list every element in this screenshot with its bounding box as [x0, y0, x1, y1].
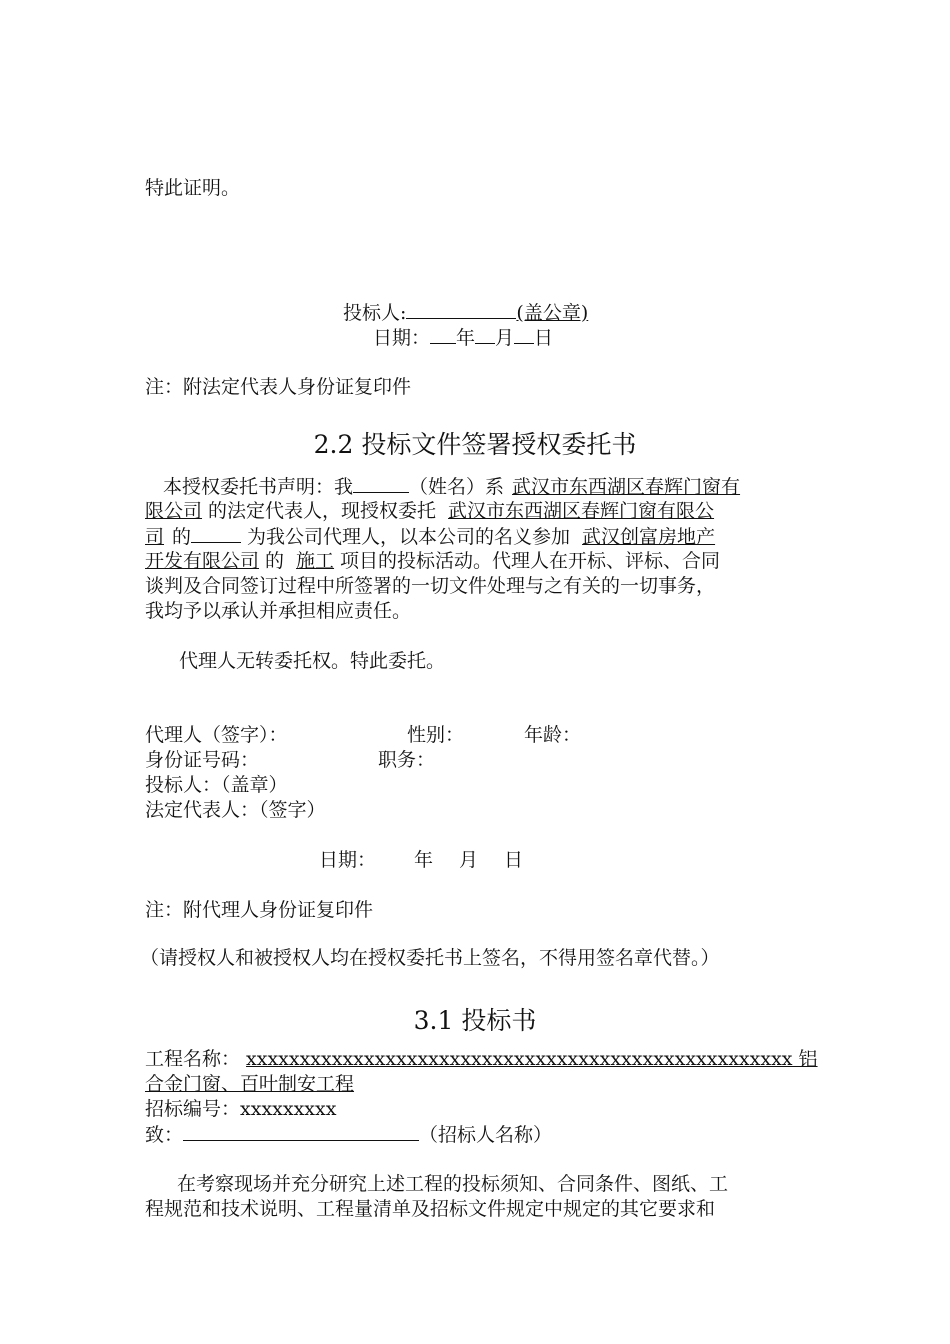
- company-name-part1: 武汉市东西湖区春辉门窗有: [512, 476, 741, 498]
- auth-p1-line5: 谈判及合同签订过程中所签署的一切文件处理与之有关的一切事务，: [145, 575, 716, 597]
- agent-sign-line: [145, 723, 288, 747]
- legal-rep-label: 法定代表人：（签字）: [145, 799, 326, 821]
- seal-label: (盖公章): [516, 302, 589, 324]
- tenderee-suffix: （招标人名称）: [419, 1124, 553, 1146]
- cert-note: 注：附法定代表人身份证复印件: [145, 376, 412, 398]
- agent-company-part2: 司: [145, 526, 165, 548]
- bid-body-line2: 程规范和技术说明、工程量清单及招标文件规定中规定的其它要求和: [145, 1198, 716, 1220]
- tenderee-blank: [183, 1122, 419, 1141]
- id-number-label: 身份证号码：: [145, 749, 260, 771]
- day-label: 日: [534, 327, 554, 349]
- auth-date-line: [319, 848, 523, 872]
- auth-p1-line6: 我均予以承认并承担相应责任。: [145, 600, 412, 622]
- project-name-part1: xxxxxxxxxxxxxxxxxxxxxxxxxxxxxxxxxxxxxxxxxxxxxxxxxxx 铝: [246, 1048, 818, 1070]
- auth-p1-line3: [145, 524, 715, 549]
- project-name-line1: [145, 1047, 818, 1071]
- name-blank: [353, 474, 409, 493]
- to-label: 致：: [145, 1124, 184, 1146]
- auth-p1-line4: [145, 549, 720, 573]
- bid-title: 3.1 投标书: [413, 1006, 537, 1035]
- auth-text-d: 的: [172, 526, 192, 548]
- month-label: 月: [495, 327, 515, 349]
- tender-no-line: [145, 1097, 336, 1121]
- auth-title: 2.2 投标文件签署授权委托书: [313, 430, 637, 459]
- project-label: 工程名称：: [145, 1048, 241, 1070]
- year-blank: [430, 325, 456, 344]
- agent-company-part1: 武汉市东西湖区春辉门窗有限公: [448, 500, 715, 522]
- auth-remark: （请授权人和被授权人均在授权委托书上签名，不得用签名章代替。）: [140, 947, 720, 969]
- cert-date-line: [373, 325, 553, 350]
- age-label: 年龄：: [524, 724, 582, 746]
- auth-day: 日: [504, 849, 524, 871]
- tender-no-value: xxxxxxxxx: [240, 1098, 337, 1120]
- gender-label: 性别：: [407, 724, 465, 746]
- bidder-seal-label: 投标人：（盖章）: [145, 774, 288, 796]
- bid-body-line1: 在考察现场并充分研究上述工程的投标须知、合同条件、图纸、工: [177, 1173, 729, 1195]
- tender-no-label: 招标编号：: [145, 1098, 241, 1120]
- auth-note: 注：附代理人身份证复印件: [145, 899, 374, 921]
- auth-text-g: 项目的投标活动。代理人在开标、评标、合同: [340, 550, 721, 572]
- auth-p1-line2: [145, 499, 714, 523]
- tenderer-part2: 开发有限公司: [145, 550, 260, 572]
- position-label: 职务：: [378, 749, 436, 771]
- to-line: [145, 1122, 552, 1147]
- day-blank: [514, 325, 534, 344]
- agent-blank: [191, 524, 241, 543]
- project-name-line2: [145, 1072, 354, 1096]
- year-label: 年: [456, 327, 476, 349]
- auth-text-a: 本授权委托书声明：我: [163, 476, 354, 498]
- no-subdelegation: 代理人无转委托权。特此委托。: [179, 650, 446, 672]
- auth-date-label: 日期：: [319, 849, 377, 871]
- project-type: 施工: [296, 550, 335, 572]
- bidder-blank: [406, 300, 516, 319]
- bidder-label: 投标人:: [343, 302, 407, 324]
- bidder-line: [343, 300, 588, 325]
- auth-text-e: 为我公司代理人，以本公司的名义参加: [247, 526, 571, 548]
- closing-text: 特此证明。: [145, 177, 241, 199]
- tenderer-part1: 武汉创富房地产: [582, 526, 716, 548]
- agent-sign-label: 代理人（签字）：: [145, 724, 288, 746]
- auth-text-b: （姓名）系: [409, 476, 505, 498]
- auth-text-c: 的法定代表人，现授权委托: [208, 500, 437, 522]
- date-label: 日期：: [373, 327, 431, 349]
- auth-year: 年: [414, 849, 434, 871]
- auth-month: 月: [459, 849, 479, 871]
- project-name-part2: 合金门窗、百叶制安工程: [145, 1073, 355, 1095]
- month-blank: [475, 325, 495, 344]
- company-name-part2: 限公司: [145, 500, 203, 522]
- auth-text-f: 的: [265, 550, 285, 572]
- auth-p1-line1: [163, 474, 740, 499]
